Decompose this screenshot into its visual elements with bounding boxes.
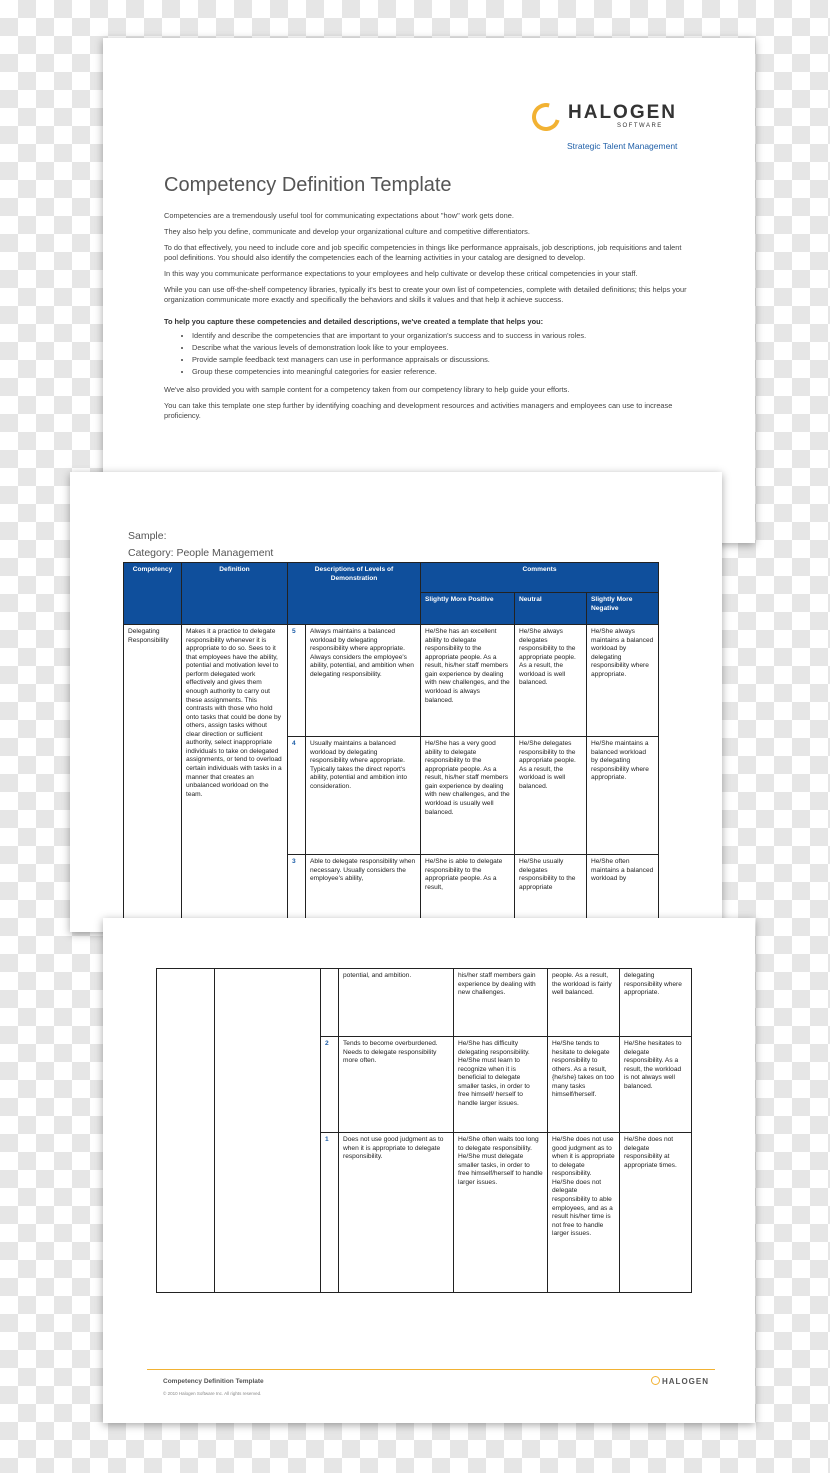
intro-paragraph: To do that effectively, you need to include core and job specific competencies in things like performance appraisals, job descriptions, job requisitions and talent pool definitions. You should also identify the competencies each of the learning activities in your catalog are designed to develop. xyxy=(164,242,682,262)
comment-negative: He/She often maintains a balanced workload by xyxy=(587,855,659,955)
list-item: • Provide sample feedback text managers can use in performance appraisals or discussions. xyxy=(192,355,694,365)
page-title: Competency Definition Template xyxy=(164,174,452,196)
list-item: • Describe what the various levels of demonstration look like to your employees. xyxy=(192,343,694,353)
table-row xyxy=(157,969,692,1037)
intro-paragraph: While you can use off-the-shelf competency libraries, typically it's best to create your own list of competencies, complete with detailed definitions; this helps your organization communicate more exactly and specifically the behaviors and skills it values and that help it achieve success. xyxy=(164,284,687,304)
level-number xyxy=(321,969,339,1037)
lead-sentence: To help you capture these competencies and detailed descriptions, we've created a template that helps you: xyxy=(164,316,544,326)
header-definition: Definition xyxy=(182,563,288,625)
list-item: • Group these competencies into meaningful categories for easier reference. xyxy=(192,367,694,377)
footer-copyright: © 2010 Halogen Software Inc. All rights reserved. xyxy=(163,1391,262,1396)
comment-positive: He/She has difficulty delegating responsibility. He/She must learn to recognize when it is beneficial to delegate smaller tasks, in order to free himself/ herself to handle larger issues. xyxy=(454,1037,548,1133)
intro-paragraph: Competencies are a tremendously useful tool for communicating expectations about "how" work gets done. xyxy=(164,211,514,220)
closing-paragraph: You can take this template one step further by identifying coaching and development resources and activities managers and employees can use to increase proficiency. xyxy=(164,400,673,420)
intro-paragraph: In this way you communicate performance expectations to your employees and help cultivate or develop these critical competencies in your staff. xyxy=(164,268,638,278)
competency-name: Delegating Responsibility xyxy=(124,625,182,955)
level-number: 4 xyxy=(288,737,306,855)
competency-definition: Makes it a practice to delegate responsibility whenever it is appropriate to do so. Sees to it that employees have the ability, potential and motivation level to perform delegated work effectively and gives them enough authority to carry out these assignments. This contrasts with those who hold onto tasks that could be done by others, assign tasks without clear direction or sufficient authority, select inappropriate individuals to take on delegated assignments, or tend to overload certain individuals with tasks in a manner that creates an unbalanced workload on the team. xyxy=(182,625,288,955)
halogen-ring-icon xyxy=(527,98,565,136)
intro-paragraph: They also help you define, communicate and develop your organizational culture and competitive differentiators. xyxy=(164,226,530,236)
header-negative: Slightly More Negative xyxy=(587,593,659,625)
header-comments: Comments xyxy=(421,563,659,593)
level-number: 5 xyxy=(288,625,306,737)
logo-sub: SOFTWARE xyxy=(617,123,663,129)
closing-paragraph: We've also provided you with sample content for a competency taken from our competency library to help guide your efforts. xyxy=(164,384,570,394)
comment-negative: He/She hesitates to delegate responsibility. As a result, the workload is not always well balanced. xyxy=(620,1037,692,1133)
comment-neutral: He/She does not use good judgment as to when it is appropriate to delegate responsibility. He/She does not delegate responsibility to able employees, and as a result his/her time is not free to handle larger issues. xyxy=(548,1133,620,1293)
comment-neutral: He/She tends to hesitate to delegate responsibility to others. As a result, {he/she} takes on too many tasks himself/herself. xyxy=(548,1037,620,1133)
halogen-logo xyxy=(532,100,692,152)
category-label: Category: People Management xyxy=(128,547,274,559)
competency-table-continued xyxy=(156,968,692,1293)
document-page-3 xyxy=(103,918,755,1423)
comment-positive: He/She is able to delegate responsibility to the appropriate people. As a result, xyxy=(421,855,515,955)
comment-positive: He/She often waits too long to delegate responsibility. He/She must delegate smaller tasks, in order to free himself/herself to handle larger issues. xyxy=(454,1133,548,1293)
comment-neutral: He/She always delegates responsibility to the appropriate people. As a result, the workload is well balanced. xyxy=(515,625,587,737)
logo-name: HALOGEN xyxy=(568,102,677,123)
comment-positive: his/her staff members gain experience by dealing with new challenges. xyxy=(454,969,548,1037)
sample-label: Sample: xyxy=(128,530,167,542)
table-row xyxy=(124,625,659,737)
footer-logo xyxy=(651,1376,709,1386)
footer-title: Competency Definition Template xyxy=(163,1378,264,1385)
comment-neutral: people. As a result, the workload is fairly well balanced. xyxy=(548,969,620,1037)
comment-neutral: He/She usually delegates responsibility to the appropriate xyxy=(515,855,587,955)
comment-positive: He/She has an excellent ability to delegate responsibility to the appropriate people. As a result, his/her staff members gain experience by dealing with new challenges, and the workload is always balanced. xyxy=(421,625,515,737)
comment-negative: He/She maintains a balanced workload by delegating responsibility where appropriate. xyxy=(587,737,659,855)
header-neutral: Neutral xyxy=(515,593,587,625)
competency-table xyxy=(123,562,659,955)
comment-negative: He/She does not delegate responsibility at appropriate times. xyxy=(620,1133,692,1293)
header-levels: Descriptions of Levels of Demonstration xyxy=(288,563,421,625)
benefit-list xyxy=(164,331,694,377)
document-page-1 xyxy=(103,38,755,543)
competency-definition-cell xyxy=(215,969,321,1293)
level-description: Tends to become overburdened. Needs to delegate responsibility more often. xyxy=(339,1037,454,1133)
document-page-2 xyxy=(70,472,722,932)
level-number: 3 xyxy=(288,855,306,955)
level-number: 2 xyxy=(321,1037,339,1133)
header-competency: Competency xyxy=(124,563,182,625)
comment-negative: He/She always maintains a balanced workload by delegating responsibility where appropriate. xyxy=(587,625,659,737)
comment-positive: He/She has a very good ability to delegate responsibility to the appropriate people. As a result, his/her staff members gain experience by dealing with new challenges, and the workload is usually well balanced. xyxy=(421,737,515,855)
logo-tagline: Strategic Talent Management xyxy=(567,141,678,151)
level-description: Able to delegate responsibility when necessary. Usually considers the employee's ability, xyxy=(306,855,421,955)
level-description: Does not use good judgment as to when it is appropriate to delegate responsibility. xyxy=(339,1133,454,1293)
level-description: potential, and ambition. xyxy=(339,969,454,1037)
halogen-ring-icon xyxy=(651,1376,660,1385)
comment-negative: delegating responsibility where appropriate. xyxy=(620,969,692,1037)
level-description: Usually maintains a balanced workload by delegating responsibility where appropriate. Typically takes the direct report's ability, potential and ambition into consideration. xyxy=(306,737,421,855)
level-description: Always maintains a balanced workload by delegating responsibility where appropriate. Always considers the employee's ability, potential, and ambition when delegating responsibility. xyxy=(306,625,421,737)
competency-name-cell xyxy=(157,969,215,1293)
level-number: 1 xyxy=(321,1133,339,1293)
footer-divider xyxy=(147,1369,715,1370)
intro-body xyxy=(164,211,694,427)
header-positive: Slightly More Positive xyxy=(421,593,515,625)
footer-logo-text: HALOGEN xyxy=(662,1377,709,1386)
comment-neutral: He/She delegates responsibility to the appropriate people. As a result, the workload is well balanced. xyxy=(515,737,587,855)
list-item: • Identify and describe the competencies that are important to your organization's success and to success in various roles. xyxy=(192,331,694,341)
